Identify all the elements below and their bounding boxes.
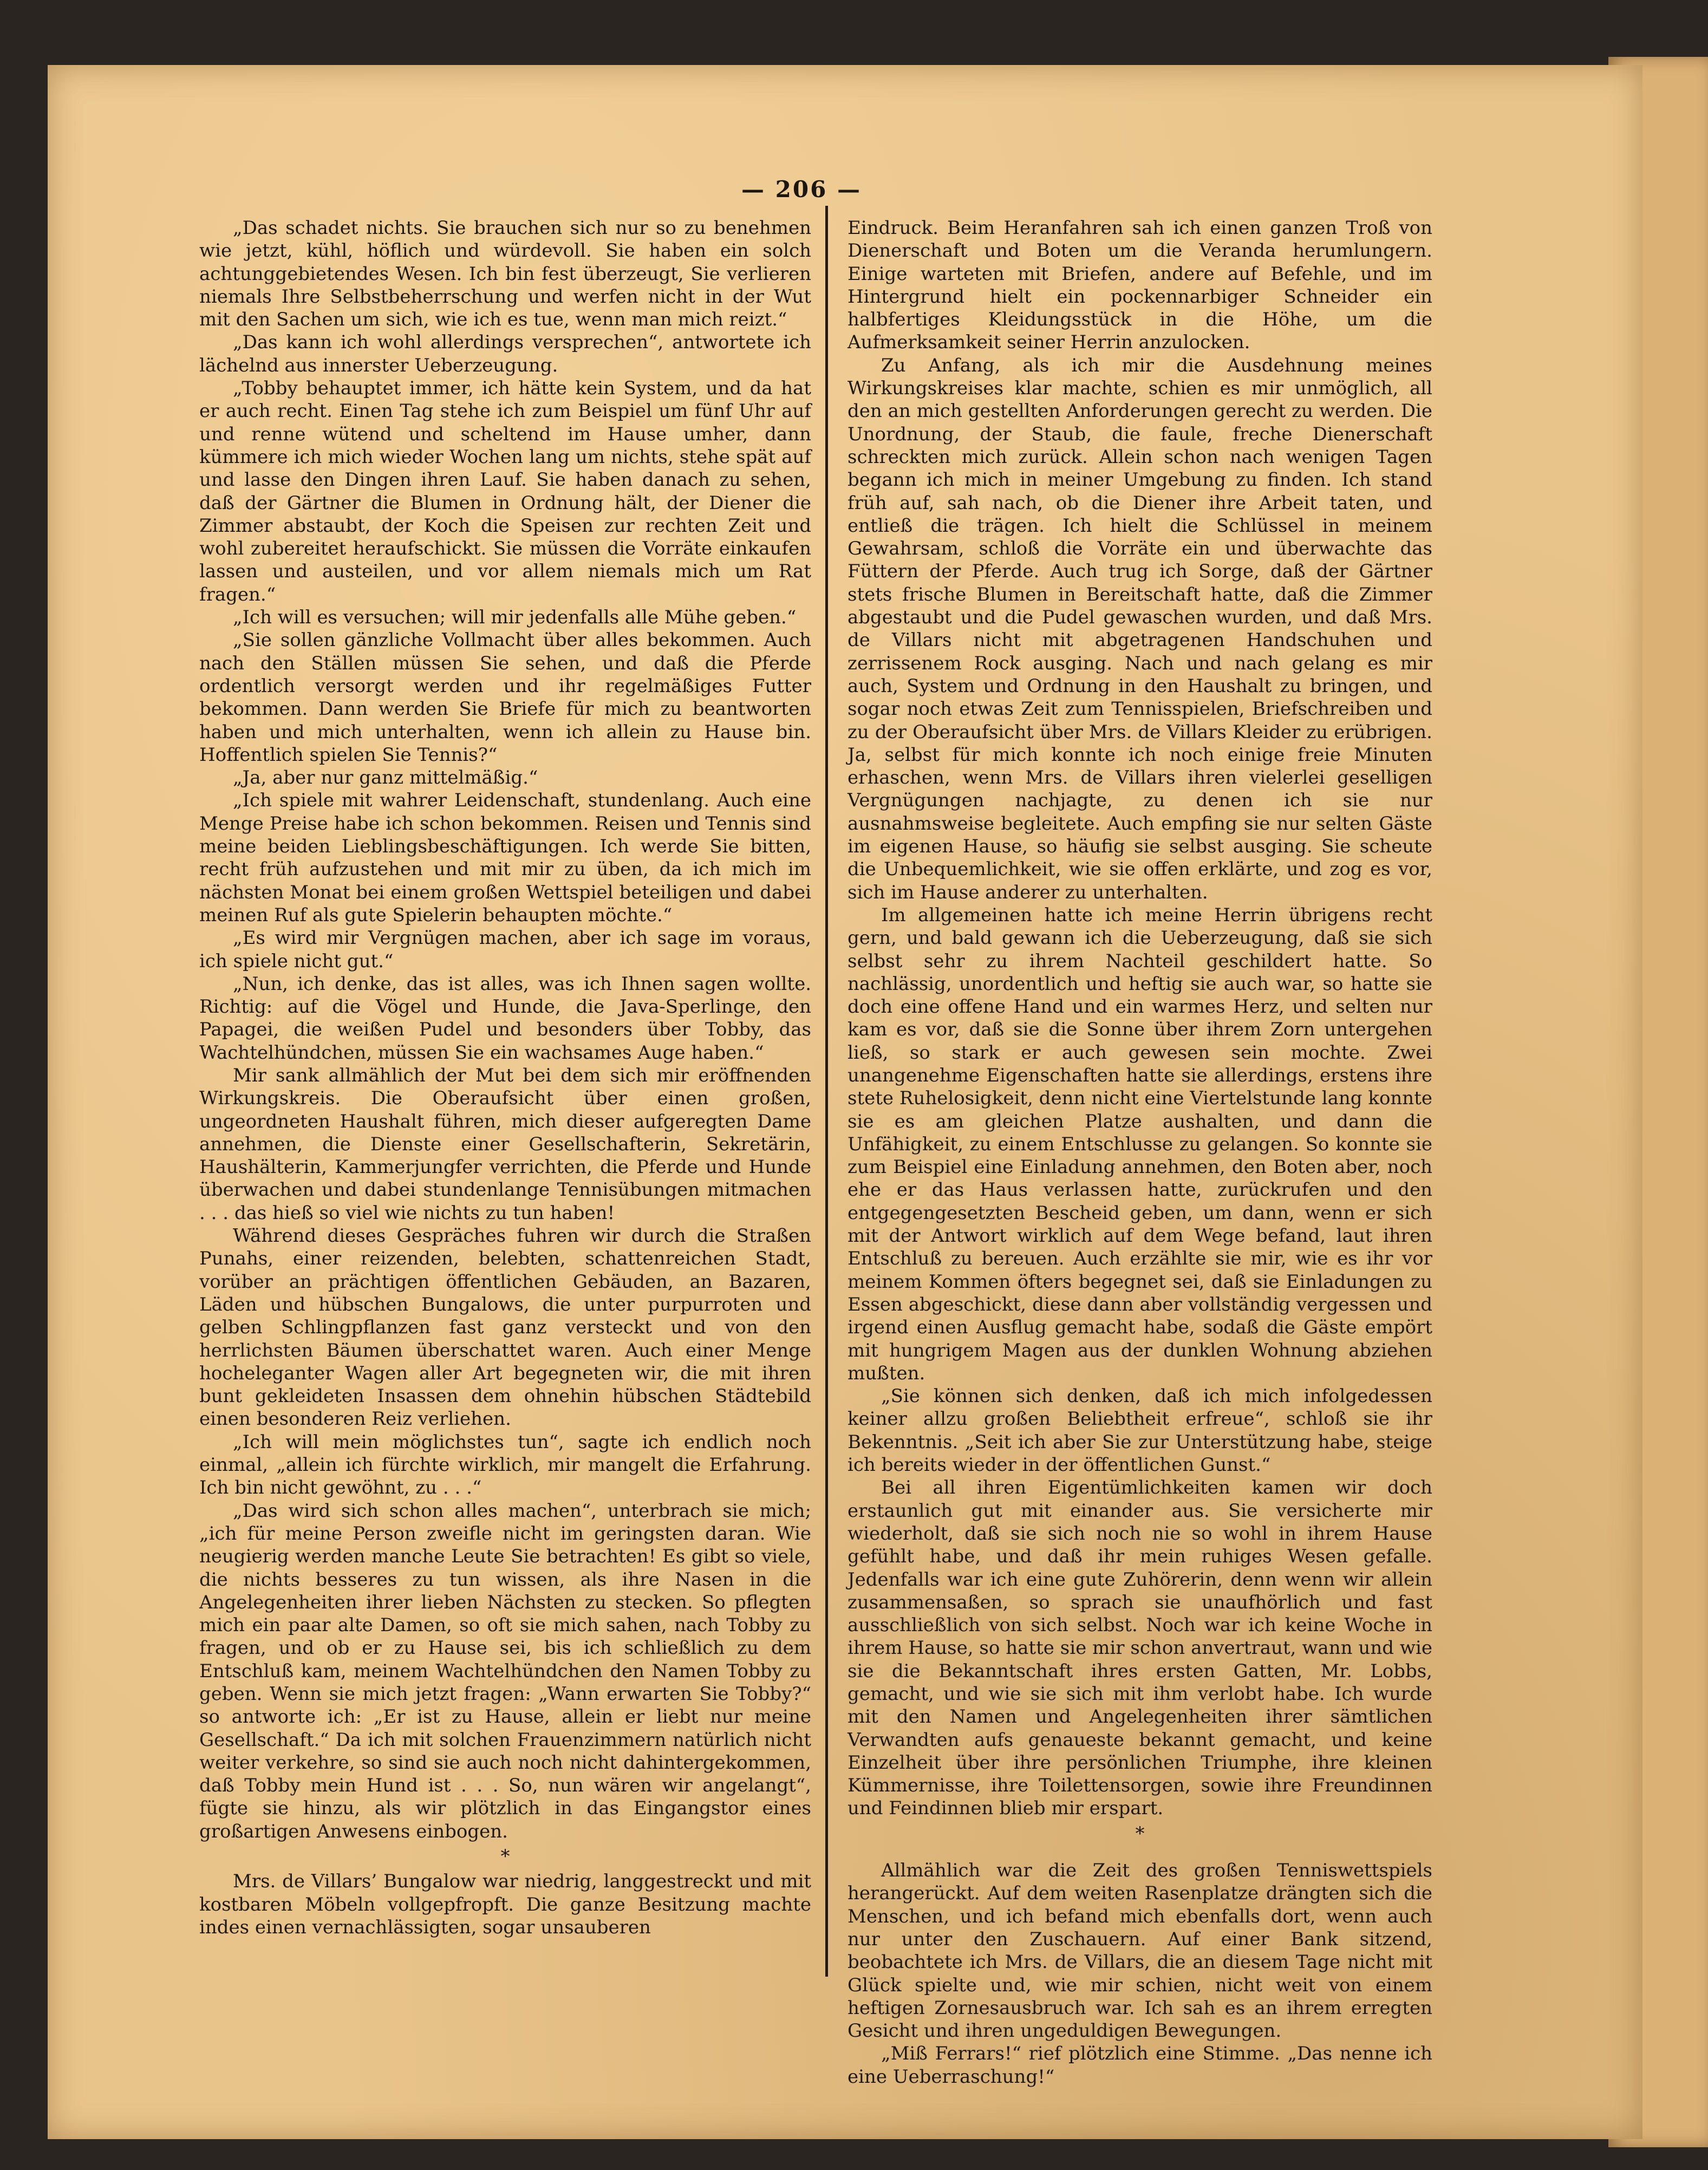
paragraph: „Sie können sich denken, daß ich mich infolgedessen keiner allzu großen Beliebtheit erfreue“, schloß sie ihr Bekenntnis. „Seit ich aber Sie zur Unterstützung habe, steige ich bereits wieder in der öffentlichen Gunst.“	[848, 1385, 1432, 1476]
paragraph: „Ja, aber nur ganz mittelmäßig.“	[233, 767, 538, 789]
section-separator: *	[1135, 1822, 1145, 1845]
paragraph: Während dieses Gespräches fuhren wir durch die Straßen Punahs, einer reizenden, belebten, schattenreichen Stadt, vorüber an prächtigen öffentlichen Gebäuden, an Bazaren, Läden und hübschen Bungalows, die unter purpurroten und gelben Schlingpflanzen fast ganz versteckt und von den herrlichsten Bäumen überschattet waren. Auch einer Menge hocheleganter Wagen aller Art begegneten wir, die mit ihren bunt gekleideten Insassen dem ohnehin hübschen Städtebild einen besonderen Reiz verliehen.	[199, 1225, 811, 1430]
column-divider	[825, 206, 828, 1977]
paragraph: Allmählich war die Zeit des großen Tenniswettspiels herangerückt. Auf dem weiten Rasenplatze drängten sich die Menschen, und ich befand mich ebenfalls dort, wenn auch nur unter den Zuschauern. Auf einer Bank sitzend, beobachtete ich Mrs. de Villars, die an diesem Tage nicht mit Glück spielte und, wie mir schien, nicht weit von einem heftigen Zornesausbruch war. Ich sah es an ihrem erregten Gesicht und ihren ungeduldigen Bewegungen.	[848, 1860, 1432, 2042]
paragraph: „Ich spiele mit wahrer Leidenschaft, stundenlang. Auch eine Menge Preise habe ich schon bekommen. Reisen und Tennis sind meine beiden Lieblingsbeschäftigungen. Ich werde Sie bitten, recht früh aufzustehen und mit mir zu üben, da ich mich im nächsten Monat bei einem großen Wettspiel beteiligen und dabei meinen Ruf als gute Spielerin behaupten möchte.“	[199, 790, 811, 926]
paragraph: „Das kann ich wohl allerdings versprechen“, antwortete ich lächelnd aus innerster Ueberzeugung.	[199, 331, 811, 376]
paragraph: „Das schadet nichts. Sie brauchen sich nur so zu benehmen wie jetzt, kühl, höflich und würdevoll. Sie haben ein solch achtunggebietendes Wesen. Ich bin fest überzeugt, Sie verlieren niemals Ihre Selbstbeherrschung und werfen nicht in der Wut mit den Sachen um sich, wie ich es tue, wenn man mich reizt.“	[199, 217, 811, 331]
section-separator: *	[500, 1846, 510, 1868]
spacer	[848, 1847, 1432, 1859]
paragraph: „Nun, ich denke, das ist alles, was ich Ihnen sagen wollte. Richtig: auf die Vögel und Hunde, die Java-Sperlinge, den Papagei, die weißen Pudel und besonders über Tobby, das Wachtelhündchen, müssen Sie ein wachsames Auge haben.“	[199, 973, 811, 1064]
paragraph: Bei all ihren Eigentümlichkeiten kamen wir doch erstaunlich gut mit einander aus. Sie versicherte mir wiederholt, daß sie sich noch nie so wohl in ihrem Hause gefühlt habe, und daß ihr mein ruhiges Wesen gefalle. Jedenfalls war ich eine gute Zuhörerin, denn wenn wir allein zusammensaßen, so sprach sie unaufhörlich und fast ausschließlich von sich selbst. Noch war ich keine Woche in ihrem Hause, so hatte sie mir schon anvertraut, wann und wie sie die Bekanntschaft ihres ersten Gatten, Mr. Lobbs, gemacht, und wie sie sich mit ihm verlobt habe. Ich wurde mit den Namen und Angelegenheiten ihrer sämtlichen Verwandten aufs genaueste bekannt gemacht, und keine Einzelheit über ihre persönlichen Triumphe, ihre kleinen Kümmernisse, ihre Toilettensorgen, sowie ihre Freundinnen und Feindinnen blieb mir erspart.	[848, 1477, 1432, 1820]
paragraph: Im allgemeinen hatte ich meine Herrin übrigens recht gern, und bald gewann ich die Ueberzeugung, daß sie sich selbst sehr zu ihrem Nachteil geschildert hatte. So nachlässig, unordentlich und heftig sie auch war, so hatte sie doch eine offene Hand und ein warmes Herz, und selten nur kam es vor, daß sie die Sonne über ihrem Zorn untergehen ließ, so stark er auch gewesen sein mochte. Zwei unangenehme Eigenschaften hatte sie allerdings, erstens ihre stete Ruhelosigkeit, denn nicht eine Viertelstunde lang konnte sie es am gleichen Platze aushalten, und dann die Unfähigkeit, zu einem Entschlusse zu gelangen. So konnte sie zum Beispiel eine Einladung annehmen, den Boten aber, noch ehe er das Haus verlassen hatte, zurückrufen und den entgegengesetzten Bescheid geben, um dann, wenn er sich mit der Antwort wirklich auf dem Wege befand, laut ihren Entschluß zu bereuen. Auch erzählte sie mir, wie es ihr vor meinem Kommen öfters begegnet sei, daß sie Einladungen zu Essen abgeschickt, diese dann aber vollständig vergessen und irgend einen Ausflug gemacht habe, sodaß die Gäste empört mit hungrigem Magen aus der dunklen Wohnung abziehen mußten.	[848, 904, 1432, 1384]
paragraph: Eindruck. Beim Heranfahren sah ich einen ganzen Troß von Dienerschaft und Boten um die Veranda herumlungern. Einige warteten mit Briefen, andere auf Befehle, und im Hintergrund hielt ein pockennarbiger Schneider ein halbfertiges Kleidungsstück in die Höhe, um die Aufmerksamkeit seiner Herrin anzulocken.	[848, 217, 1432, 354]
paragraph: „Es wird mir Vergnügen machen, aber ich sage im voraus, ich spiele nicht gut.“	[199, 927, 811, 972]
paragraph: „Ich will es versuchen; will mir jedenfalls alle Mühe geben.“	[233, 607, 797, 629]
paragraph: „Das wird sich schon alles machen“, unterbrach sie mich; „ich für meine Person zweifle nicht im geringsten daran. Wie neugierig werden manche Leute Sie betrachten! Es gibt so viele, die nichts besseres zu tun wissen, als ihre Nasen in die Angelegenheiten ihrer lieben Nächsten zu stecken. So pflegten mich ein paar alte Damen, so oft sie mich sahen, nach Tobby zu fragen, und ob er zu Hause sei, bis ich schließlich zu dem Entschluß kam, meinem Wachtelhündchen den Namen Tobby zu geben. Wenn sie mich jetzt fragen: „Wann erwarten Sie Tobby?“ so antworte ich: „Er ist zu Hause, allein er liebt nur meine Gesellschaft.“ Da ich mit solchen Frauenzimmern natürlich nicht weiter verkehre, so sind sie auch noch nicht dahintergekommen, daß Tobby mein Hund ist . . . So, nun wären wir angelangt“, fügte sie hinzu, als wir plötzlich in das Eingangstor eines großartigen Anwesens einbogen.	[199, 1500, 811, 1842]
paragraph: Mrs. de Villars’ Bungalow war niedrig, langgestreckt und mit kostbaren Möbeln vollgepfropft. Die ganze Besitzung machte indes einen vernachlässigten, sogar unsauberen	[199, 1871, 811, 1938]
paragraph: Zu Anfang, als ich mir die Ausdehnung meines Wirkungskreises klar machte, schien es mir unmöglich, all den an mich gestellten Anforderungen gerecht zu werden. Die Unordnung, der Staub, die faule, freche Dienerschaft schreckten mich zurück. Allein schon nach wenigen Tagen begann ich mich in meiner Umgebung zu finden. Ich stand früh auf, sah nach, ob die Diener ihre Arbeit taten, und entließ die trägen. Ich hielt die Schlüssel in meinem Gewahrsam, schloß die Vorräte ein und überwachte das Füttern der Pferde. Auch trug ich Sorge, daß der Gärtner stets frische Blumen in Bereitschaft hatte, daß die Zimmer abgestaubt und die Pudel gewaschen wurden, und daß Mrs. de Villars nicht mit abgetragenen Handschuhen und zerrissenem Rock ausging. Nach und nach gelang es mir auch, System und Ordnung in den Haushalt zu bringen, und sogar noch etwas Zeit zum Tennisspielen, Briefschreiben und zu der Oberaufsicht über Mrs. de Villars Kleider zu erübrigen. Ja, selbst für mich konnte ich noch einige freie Minuten erhaschen, wenn Mrs. de Villars ihren vielerlei geselligen Vergnügungen nachjagte, zu denen ich sie nur ausnahmsweise begleitete. Auch empfing sie nur selten Gäste im eigenen Hause, so häufig sie selbst ausging. Sie scheute die Unbequemlichkeit, wie sie offen erklärte, und zog es vor, sich im Hause anderer zu unterhalten.	[848, 354, 1432, 903]
paragraph: „Sie sollen gänzliche Vollmacht über alles bekommen. Auch nach den Ställen müssen Sie sehen, und daß die Pferde ordentlich versorgt werden und ihr regelmäßiges Futter bekommen. Dann werden Sie Briefe für mich zu beantworten haben und mich unterhalten, wenn ich allein zu Hause bin. Hoffentlich spielen Sie Tennis?“	[199, 629, 811, 766]
paragraph: „Miß Ferrars!“ rief plötzlich eine Stimme. „Das nenne ich eine Ueberraschung!“	[848, 2043, 1432, 2088]
left-column	[199, 217, 811, 1939]
page-number: — 206 —	[741, 176, 862, 203]
paragraph: „Ich will mein möglichstes tun“, sagte ich endlich noch einmal, „allein ich fürchte wirklich, mir mangelt die Erfahrung. Ich bin nicht gewöhnt, zu . . .“	[199, 1431, 811, 1499]
paragraph: „Tobby behauptet immer, ich hätte kein System, und da hat er auch recht. Einen Tag stehe ich zum Beispiel um fünf Uhr auf und renne wütend und scheltend im Hause umher, dann kümmere ich mich wieder Wochen lang um nichts, stehe spät auf und lasse den Dingen ihren Lauf. Sie haben danach zu sehen, daß der Gärtner die Blumen in Ordnung hält, der Diener die Zimmer abstaubt, der Koch die Speisen zur rechten Zeit und wohl zubereitet heraufschickt. Sie müssen die Vorräte einkaufen lassen und austeilen, und vor allem niemals mich um Rat fragen.“	[199, 377, 811, 605]
paragraph: Mir sank allmählich der Mut bei dem sich mir eröffnenden Wirkungskreis. Die Oberaufsicht über einen großen, ungeordneten Haushalt führen, mich dieser aufgeregten Dame annehmen, die Dienste einer Gesellschafterin, Sekretärin, Haushälterin, Kammerjungfer verrichten, die Pferde und Hunde überwachen und dabei stundenlange Tennisübungen mitmachen . . . das hieß so viel wie nichts zu tun haben!	[199, 1064, 811, 1224]
right-column	[848, 217, 1432, 2088]
